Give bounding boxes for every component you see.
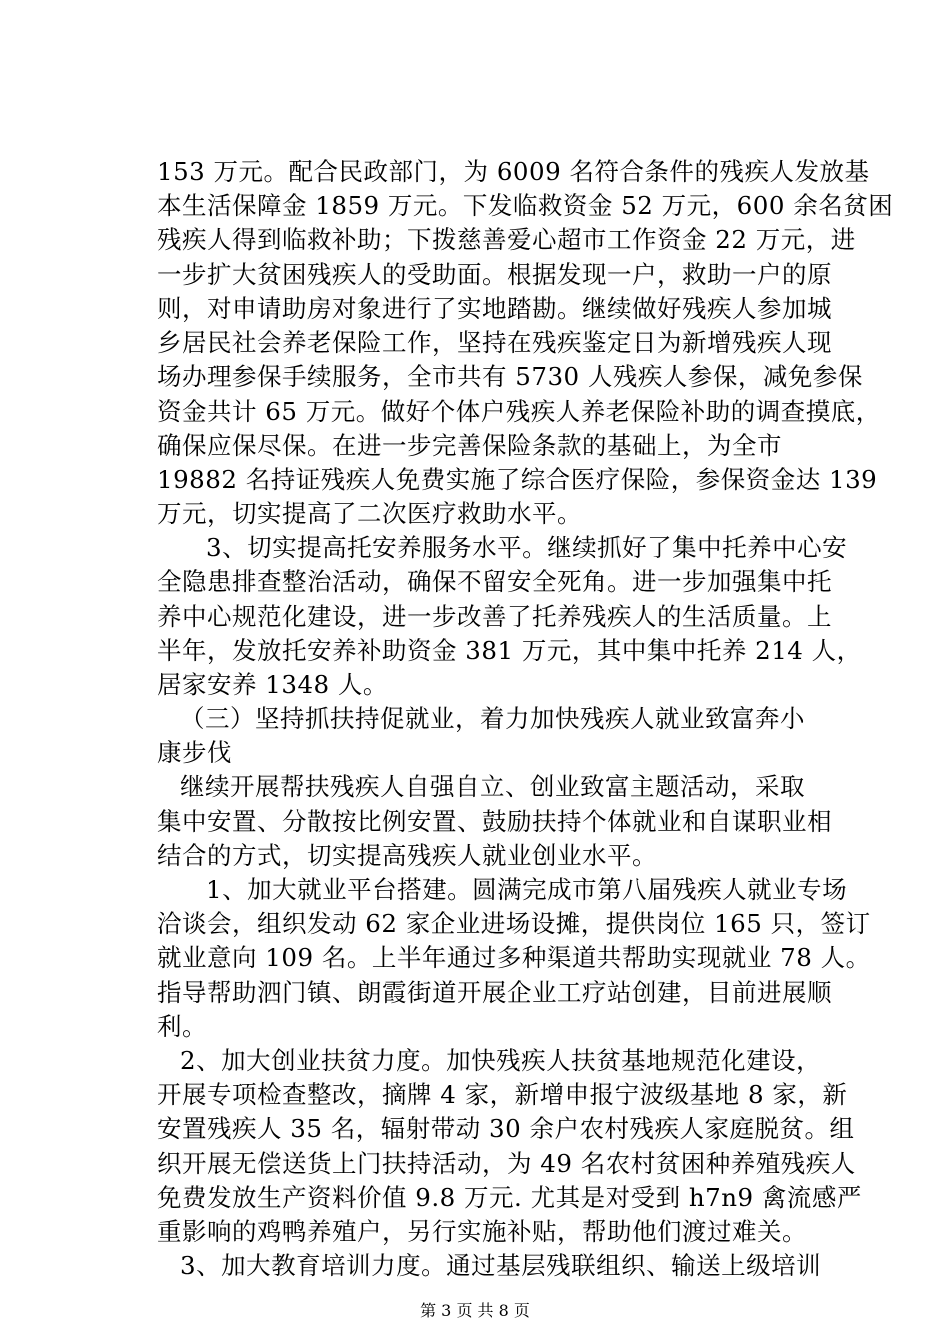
paragraph-line: 资金共计 65 万元。做好个体户残疾人养老保险补助的调查摸底， — [157, 397, 881, 426]
paragraph-line: 则，对申请助房对象进行了实地踏勘。继续做好残疾人参加城 — [157, 294, 832, 323]
paragraph-line: 织开展无偿送货上门扶持活动，为 49 名农村贫困种养殖残疾人 — [157, 1149, 856, 1178]
section-item-2-start: 2、加大创业扶贫力度。加快残疾人扶贫基地规范化建设， — [180, 1046, 822, 1075]
paragraph-line: 安置残疾人 35 名，辐射带动 30 余户农村残疾人家庭脱贫。组 — [157, 1114, 855, 1143]
paragraph-line: 居家安养 1348 人。 — [157, 670, 388, 699]
paragraph-line: 万元，切实提高了二次医疗救助水平。 — [157, 499, 582, 528]
paragraph-line: 153 万元。配合民政部门，为 6009 名符合条件的残疾人发放基 — [157, 157, 870, 186]
paragraph-line: 利。 — [157, 1012, 207, 1041]
paragraph-line: 重影响的鸡鸭养殖户，另行实施补贴，帮助他们渡过难关。 — [157, 1217, 807, 1246]
paragraph-line: 结合的方式，切实提高残疾人就业创业水平。 — [157, 841, 657, 870]
section-heading-3: （三）坚持抓扶持促就业，着力加快残疾人就业致富奔小 — [180, 704, 805, 733]
paragraph-line: 指导帮助泗门镇、朗霞街道开展企业工疗站创建，目前进展顺 — [157, 978, 832, 1007]
paragraph-line: 全隐患排查整治活动，确保不留安全死角。进一步加强集中托 — [157, 567, 832, 596]
paragraph-line: 一步扩大贫困残疾人的受助面。根据发现一户，救助一户的原 — [157, 260, 832, 289]
paragraph-line: 就业意向 109 名。上半年通过多种渠道共帮助实现就业 78 人。 — [157, 943, 871, 972]
paragraph-start: 继续开展帮扶残疾人自强自立、创业致富主题活动，采取 — [180, 772, 805, 801]
paragraph-line: 本生活保障金 1859 万元。下发临救资金 52 万元，600 余名贫困 — [157, 191, 894, 220]
paragraph-line: 集中安置、分散按比例安置、鼓励扶持个体就业和自谋职业相 — [157, 807, 832, 836]
section-item-3-start: 3、加大教育培训力度。通过基层残联组织、输送上级培训 — [180, 1251, 822, 1280]
paragraph-line: 养中心规范化建设，进一步改善了托养残疾人的生活质量。上 — [157, 602, 832, 631]
page-footer: 第 3 页 共 8 页 — [420, 1301, 530, 1320]
paragraph-line: 半年，发放托安养补助资金 381 万元，其中集中托养 214 人， — [157, 636, 862, 665]
section-heading-3-cont: 康步伐 — [157, 738, 232, 767]
section-item-3-start: 3、切实提高托安养服务水平。继续抓好了集中托养中心安 — [206, 533, 848, 562]
paragraph-line: 19882 名持证残疾人免费实施了综合医疗保险，参保资金达 139 — [157, 465, 878, 494]
paragraph-line: 乡居民社会养老保险工作，坚持在残疾鉴定日为新增残疾人现 — [157, 328, 832, 357]
paragraph-line: 残疾人得到临救补助；下拨慈善爱心超市工作资金 22 万元，进 — [157, 225, 856, 254]
paragraph-line: 确保应保尽保。在进一步完善保险条款的基础上，为全市 — [157, 431, 782, 460]
paragraph-line: 免费发放生产资料价值 9.8 万元. 尤其是对受到 h7n9 禽流感严 — [157, 1183, 862, 1212]
paragraph-line: 洽谈会，组织发动 62 家企业进场设摊，提供岗位 165 只，签订 — [157, 909, 871, 938]
paragraph-line: 开展专项检查整改，摘牌 4 家，新增申报宁波级基地 8 家，新 — [157, 1080, 848, 1109]
section-item-1-start: 1、加大就业平台搭建。圆满完成市第八届残疾人就业专场 — [206, 875, 848, 904]
paragraph-line: 场办理参保手续服务，全市共有 5730 人残疾人参保，减免参保 — [157, 362, 863, 391]
